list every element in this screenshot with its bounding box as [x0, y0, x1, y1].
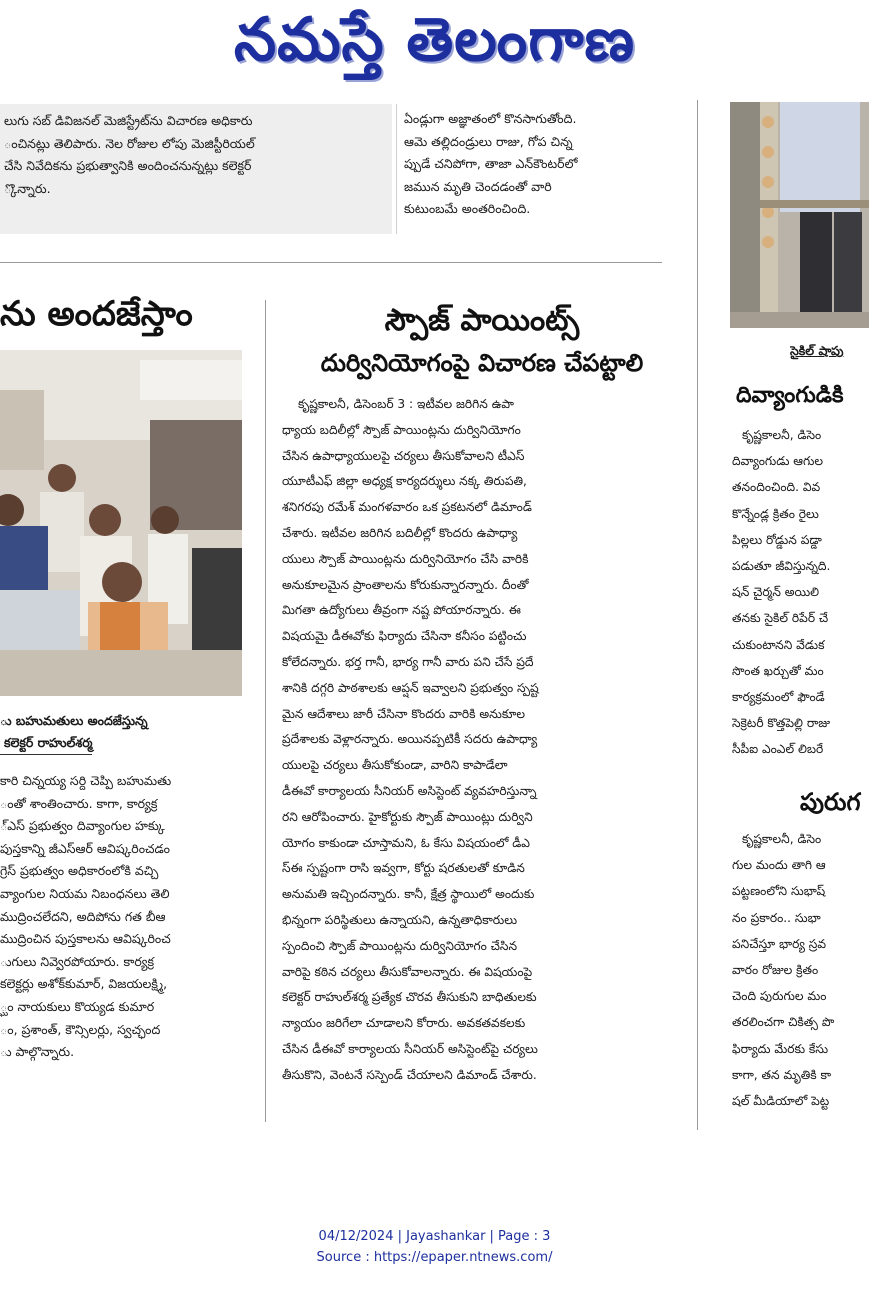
body-line: చేసిన ఉపాధ్యాయులపై చర్యలు తీసుకోవాలని టీఎస్	[282, 448, 525, 463]
body-line: ం, ప్రశాంత్, కౌన్సిలర్లు, స్వచ్ఛంద	[0, 1021, 161, 1037]
newspaper-logo: నమస్తే తెలంగాణ	[233, 5, 636, 75]
center-article-headline-1: స్పౌజ్ పాయింట్స్	[384, 303, 580, 338]
body-line: తీసుకొని, వెంటనే సస్పెండ్ చేయాలని డిమాండ్ చేశారు.	[282, 1067, 537, 1082]
body-line: ్ఘం నాయకులు కొయ్యడ కుమార	[0, 998, 155, 1014]
page-footer	[0, 1226, 869, 1268]
body-line: తరలించగా చికిత్స పొ	[732, 1015, 835, 1030]
body-line: విషయమై డీఈవోకు ఫిర్యాదు చేసినా కనీసం పట్టించు	[282, 629, 527, 644]
top-middle-snippet	[404, 108, 662, 248]
section-rule	[0, 262, 662, 263]
footer-date-line: 04/12/2024 | Jayashankar | Page : 3	[318, 1229, 551, 1244]
body-line: కలెక్టర్లు అశోక్‌కుమార్, విజయలక్ష్మి,	[0, 976, 168, 992]
snippet-line: లుగు సబ్ డివిజనల్ మెజిస్ట్రేట్‌ను విచారణ అధికారు	[4, 113, 253, 128]
body-line: ప్రదేశాలకు వెళ్లారన్నారు. అయినప్పటికీ సదరు ఉపాధ్యా	[282, 732, 538, 747]
body-line: అనుమతి ఇచ్చిందన్నారు. కానీ, క్షేత్ర స్థాయిలో అందుకు	[282, 887, 535, 902]
body-line: పడుతూ జీవిస్తున్నది.	[732, 559, 831, 574]
body-line: కార్యక్రమంలో ఫౌండే	[732, 690, 825, 705]
body-line: కలెక్టర్ రాహుల్‌శర్మ ప్రత్యేక చొరవ తీసుకుని బాధితులకు	[282, 990, 537, 1005]
right-article-2-body	[732, 826, 869, 1136]
snippet-line: ప్పుడే చనిపోగా, తాజా ఎన్‌కౌంటర్‌లో	[404, 156, 578, 172]
snippet-line: ఆమె తల్లిదండ్రులు రాజు, గోప చిన్న	[404, 133, 573, 149]
snippet-line: ఏండ్లుగా అజ్ఞాతంలో కొనసాగుతోంది.	[404, 111, 577, 126]
snippet-line: ంచినట్లు తెలిపారు. నెల రోజుల లోపు మెజిస్టీరియల్	[4, 135, 255, 151]
body-line: సొంత ఖర్చుతో మం	[732, 663, 824, 678]
body-line: కొన్నేండ్ల క్రితం రైలు	[732, 506, 819, 521]
body-line: చేసిన డీఈవో కార్యాలయ సీనియర్ అసిస్టెంట్‌పై చర్యలు	[282, 1041, 538, 1056]
body-line: చెంది పురుగుల మం	[732, 989, 827, 1004]
body-line: గుల మందు తాగి ఆ	[732, 858, 826, 873]
footer-source-link[interactable]: Source : https://epaper.ntnews.com/	[316, 1250, 553, 1265]
snippet-line: కుటుంబమే అంతరించింది.	[404, 201, 531, 217]
body-line: ంతో శాంతించారు. కాగా, కార్యక్ర	[0, 795, 158, 811]
cycle-shop-photo-illustration	[730, 102, 869, 328]
body-line: శనిగరపు రమేశ్ మంగళవారం ఒక ప్రకటనలో డిమాండ్	[282, 500, 532, 515]
body-line: చేశారు. ఇటీవల జరిగిన బదిలీల్లో కొందరు ఉపాధ్యా	[282, 525, 518, 540]
body-line: ఫిర్యాదు మేరకు కేసు	[732, 1041, 829, 1056]
body-line: గ్రెస్ ప్రభుత్వం అధికారంలోకి వచ్చి	[0, 863, 159, 879]
body-line: ు పాల్గొన్నారు.	[0, 1044, 75, 1060]
body-line: అనుకూలమైన ప్రాంతాలను కోరుకున్నారన్నారు. దీంతో	[282, 577, 529, 592]
body-line: కృష్ణకాలనీ, డిసెం	[742, 428, 822, 442]
body-line: స్ఈ స్పష్టంగా రాసి ఇవ్వగా, కోర్టు షరతులతో కూడిన	[282, 861, 525, 876]
body-line: ్ఎస్ ప్రభుత్వం దివ్యాంగుల హక్కు	[0, 818, 165, 834]
body-line: యోగం కాకుండా చూస్తామని, ఓ కేసు విషయంలో డీఎ	[282, 835, 530, 850]
body-line: మిగతా ఉద్యోగులు తీవ్రంగా నష్ట పోయారన్నారు. ఈ	[282, 603, 521, 618]
body-line: రని ఆరోపించారు. హైకోర్టుకు స్పౌజ్ పాయింట్లు దుర్విని	[282, 809, 533, 824]
body-line: యులు స్పౌజ్ పాయింట్లను దుర్వినియోగం చేసి వారికి	[282, 551, 529, 566]
body-line: సెక్రెటరీ కొత్తపెల్లి రాజు	[732, 716, 831, 731]
column-rule	[396, 104, 397, 234]
body-line: ుగులు నివ్వెరపోయారు. కార్యక్ర	[0, 953, 154, 969]
body-line: న్యాయం జరిగేలా చూడాలని కోరారు. అవకతవకలకు	[282, 1016, 526, 1031]
body-line: ముద్రించలేదని, అదిపోను గత బీఆ	[0, 908, 166, 924]
body-line: వారం రోజుల క్రితం	[732, 963, 819, 978]
body-line: వ్యాంగుల నియమ నిబంధనలు తెలి	[0, 885, 170, 901]
body-line: దివ్యాంగుడు ఆగుల	[732, 454, 823, 469]
body-line: శానికి దగ్గరి పాఠశాలకు ఆప్షన్ ఇవ్వాలని ప్రభుత్వం స్పష్ట	[282, 680, 539, 695]
snippet-line: జమున మృతి చెందడంతో వారి	[404, 178, 552, 194]
body-line: కాగా, తన మృతికి కా	[732, 1067, 832, 1082]
body-line: ముద్రించిన పుస్తకాలను ఆవిష్కరించ	[0, 931, 171, 947]
body-line: కృష్ణకాలనీ, డిసెంబర్ 3 : ఇటీవల జరిగిన ఉపా	[298, 397, 514, 411]
caption-line: కలెక్టర్ రాహుల్‌శర్మ	[0, 732, 92, 755]
right-article-1-body	[732, 422, 869, 772]
column-rule	[265, 300, 266, 1122]
body-line: షన్ చైర్మన్ అయిలి	[732, 585, 820, 600]
body-line: డీఈవో కార్యాలయ సీనియర్ అసిస్టెంట్ వ్యవహరిస్తున్నా	[282, 783, 537, 798]
body-line: ధ్యాయ బదిలీల్లో స్పౌజ్ పాయింట్లను దుర్వినియోగం	[282, 422, 521, 437]
body-line: నం ప్రకారం.. సుభా	[732, 910, 821, 925]
snippet-line: చేసి నివేదికను ప్రభుత్వానికి అందించనున్నట్లు కలెక్టర్	[4, 158, 252, 174]
body-line: యులపై చర్యలు తీసుకోకుండా, వారిని కాపాడేలా	[282, 758, 508, 773]
body-line: పనిచేస్తూ భార్య స్రవ	[732, 936, 827, 951]
right-article-caption: సైకిల్ షాపు	[790, 343, 844, 358]
body-line: కృష్ణకాలనీ, డిసెం	[742, 832, 822, 846]
masthead	[0, 0, 869, 90]
right-article-1-headline: దివ్యాంగుడికి	[736, 383, 844, 408]
body-line: తనకు సైకిల్ రిపేర్ చే	[732, 611, 829, 626]
caption-line: ు బహుమతులు అందజేస్తున్న	[0, 713, 148, 728]
left-article-body	[0, 770, 248, 1130]
body-line: షల్ మీడియాలో పెట్ట	[732, 1094, 830, 1109]
right-article-2-headline: పురుగ	[800, 788, 861, 816]
body-line: భిన్నంగా పరిస్థితులు ఉన్నాయని, ఉన్నతాధికారులు	[282, 912, 518, 927]
body-line: యూటీఎఫ్ జిల్లా అధ్యక్ష కార్యదర్శులు నక్క తిరుపతి,	[282, 474, 527, 489]
body-line: తనందించింది. వివ	[732, 480, 821, 495]
left-article-photo	[0, 350, 242, 696]
top-left-snippet	[0, 104, 392, 234]
body-line: కారి చిన్నయ్య సర్ది చెప్పి బహుమతు	[0, 773, 172, 788]
body-line: పట్టణంలోని సుభాష్	[732, 884, 826, 899]
left-article-caption	[0, 710, 250, 755]
right-article-photo	[730, 102, 869, 328]
body-line: సీపీఐ ఎంఎల్ లిబరే	[732, 742, 824, 757]
left-article-headline: ను అందజేస్తాం	[0, 294, 193, 334]
body-line: స్పందించి స్పౌజ్ పాయింట్లను దుర్వినియోగం చేసిన	[282, 938, 518, 953]
column-rule	[697, 100, 698, 1130]
event-photo-illustration	[0, 350, 242, 696]
center-article-body	[282, 392, 682, 1137]
snippet-line: ్కొన్నారు.	[4, 180, 51, 196]
center-article-headline-2: దుర్వినియోగంపై విచారణ చేపట్టాలి	[320, 349, 644, 377]
body-line: కోలేదన్నారు. భర్త గానీ, భార్య గానీ వారు పని చేసే ప్రదే	[282, 654, 534, 669]
body-line: వారిపై కఠిన చర్యలు తీసుకోవాలన్నారు. ఈ విషయంపై	[282, 964, 533, 979]
body-line: మైన ఆదేశాలు జారీ చేసినా కొందరు వారికి అనుకూల	[282, 706, 526, 721]
body-line: పుస్తకాన్ని జీఎస్‌ఆర్ ఆవిష్కరించడం	[0, 840, 170, 856]
body-line: పిల్లలు రోడ్డున పడ్డా	[732, 532, 822, 547]
body-line: చుకుంటానని వేడుక	[732, 637, 825, 652]
